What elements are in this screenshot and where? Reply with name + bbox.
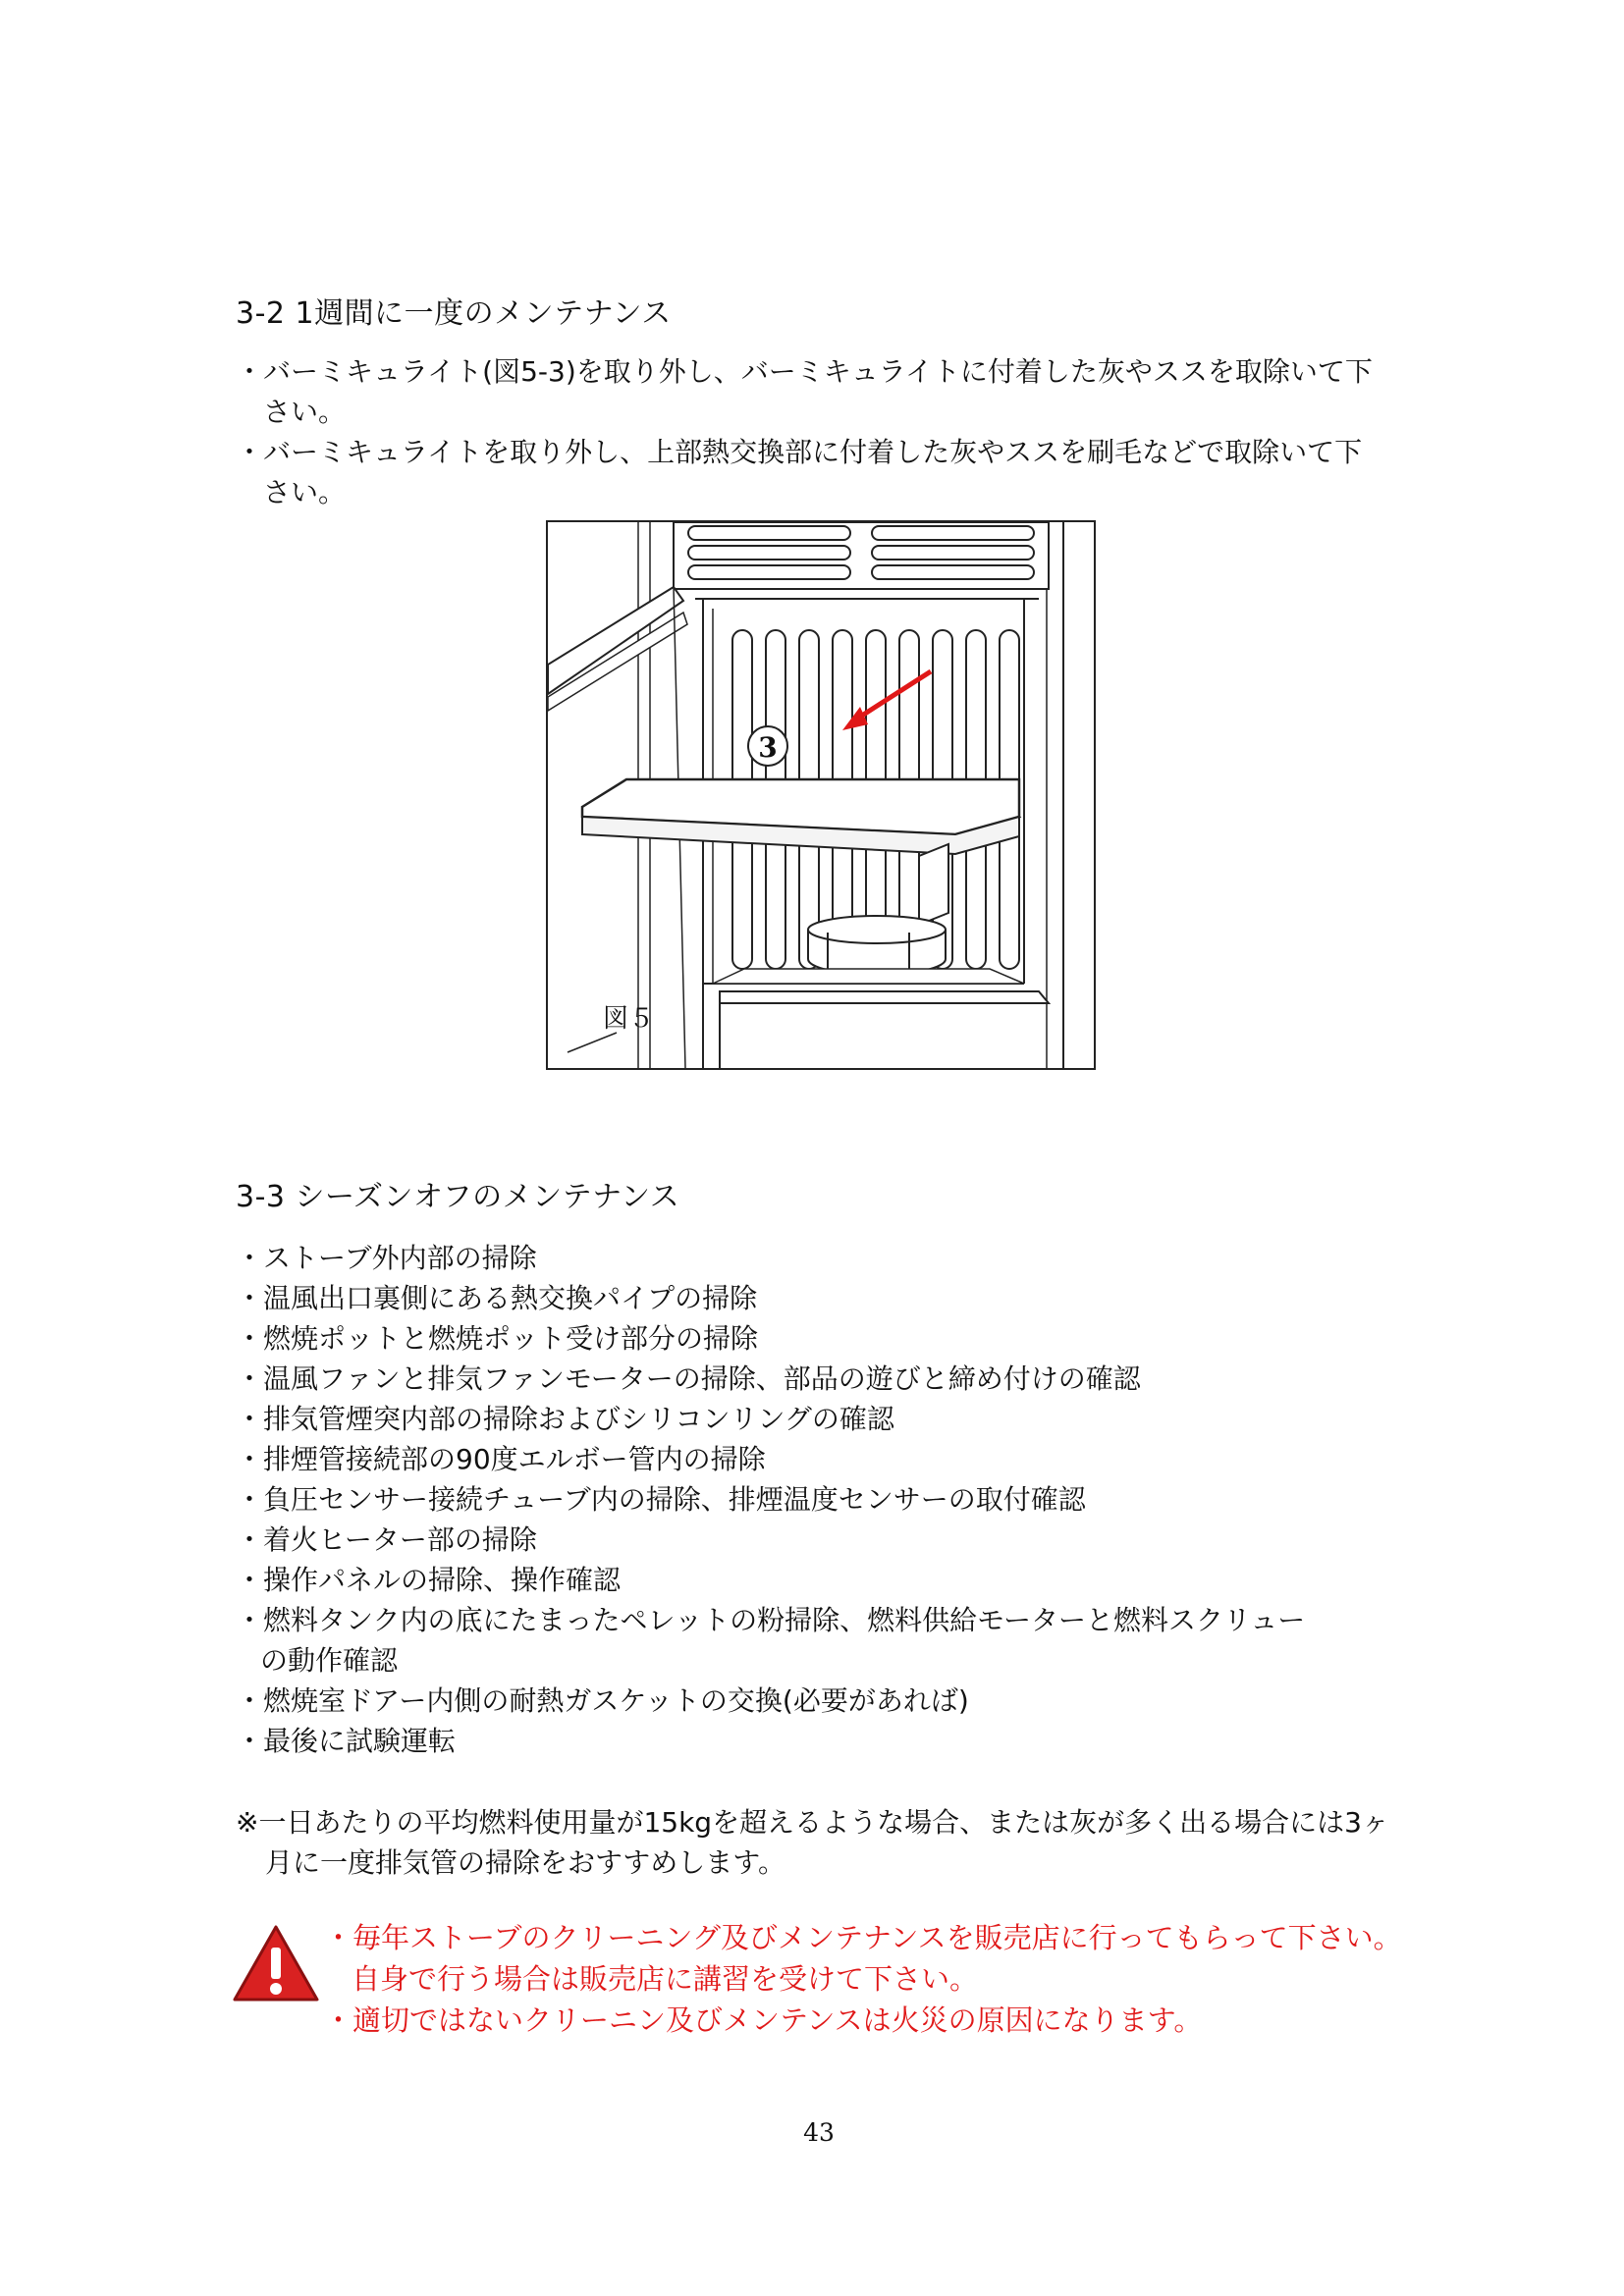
- list-item: ・最後に試験運転: [236, 1725, 457, 1757]
- list-item: ・燃料タンク内の底にたまったペレットの粉掃除、燃料供給モーターと燃料スクリュー: [236, 1604, 1306, 1636]
- list-item: ・排煙管接続部の90度エルボー管内の掃除: [236, 1443, 766, 1475]
- callout-number: 3: [758, 731, 778, 764]
- bullet-1-line-2: さい。: [263, 396, 347, 428]
- list-item: ・燃焼室ドアー内側の耐熱ガスケットの交換(必要があれば): [236, 1684, 969, 1717]
- list-item: ・操作パネルの掃除、操作確認: [236, 1564, 622, 1596]
- list-item: ・燃焼ポットと燃焼ポット受け部分の掃除: [236, 1322, 759, 1355]
- page-number: 43: [803, 2118, 835, 2147]
- section-3-3-heading: 3-3 シーズンオフのメンテナンス: [236, 1180, 680, 1214]
- warning-line-1: ・毎年ストーブのクリーニング及びメンテナンスを販売店に行ってもらって下さい。: [324, 1921, 1402, 1954]
- stove-diagram: [548, 522, 1094, 1068]
- list-item: ・着火ヒーター部の掃除: [236, 1523, 537, 1556]
- list-item: ・負圧センサー接続チューブ内の掃除、排煙温度センサーの取付確認: [236, 1483, 1086, 1516]
- figure-caption: 図５: [603, 1004, 655, 1034]
- note-line-2: 月に一度排気管の掃除をおすすめします。: [265, 1846, 786, 1879]
- warning-line-2: 自身で行う場合は販売店に講習を受けて下さい。: [352, 1962, 979, 1996]
- figure-5-stove-interior: [546, 520, 1096, 1070]
- warning-line-3: ・適切ではないクリーニン及びメンテンスは火災の原因になります。: [324, 2003, 1203, 2037]
- bullet-1-line-1: ・バーミキュライト(図5-3)を取り外し、バーミキュライトに付着した灰やススを取除いて下: [236, 355, 1373, 388]
- section-3-2-bullets: [236, 351, 1414, 512]
- warning-triangle-icon: [232, 1924, 320, 2002]
- list-item: ・温風出口裏側にある熱交換パイプの掃除: [236, 1282, 758, 1314]
- list-item-continuation: の動作確認: [260, 1644, 399, 1677]
- bullet-2-line-2: さい。: [263, 476, 347, 508]
- list-item: ・排気管煙突内部の掃除およびシリコンリングの確認: [236, 1403, 894, 1435]
- bullet-2-line-1: ・バーミキュライトを取り外し、上部熱交換部に付着した灰やススを刷毛などで取除いて下: [236, 436, 1363, 468]
- note-line-1: ※一日あたりの平均燃料使用量が15kgを超えるような場合、または灰が多く出る場合には3ヶ: [236, 1806, 1389, 1839]
- section-3-2-heading: 3-2 1週間に一度のメンテナンス: [236, 296, 672, 331]
- list-item: ・ストーブ外内部の掃除: [236, 1242, 537, 1274]
- list-item: ・温風ファンと排気ファンモーターの掃除、部品の遊びと締め付けの確認: [236, 1362, 1141, 1395]
